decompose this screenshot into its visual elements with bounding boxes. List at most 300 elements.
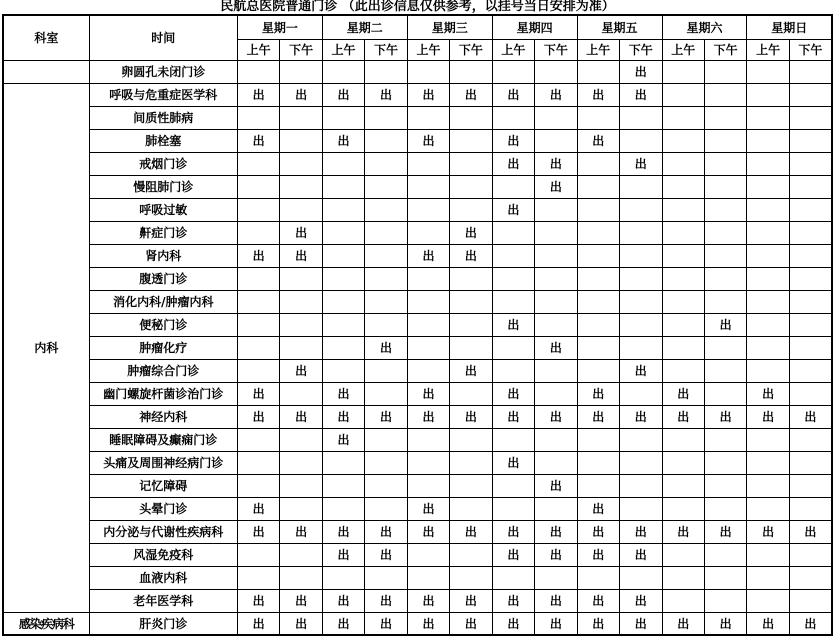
table-row <box>3 106 832 129</box>
header-am-3: 上午 <box>407 39 449 60</box>
slot-cell: 出 <box>407 382 449 405</box>
slot-cell <box>747 474 789 497</box>
slot-cell <box>280 497 322 520</box>
slot-cell <box>450 382 492 405</box>
slot-cell: 出 <box>450 520 492 543</box>
slot-cell: 出 <box>535 543 577 566</box>
slot-cell <box>322 267 364 290</box>
slot-cell <box>789 474 832 497</box>
slot-cell <box>322 566 364 589</box>
slot-cell <box>747 290 789 313</box>
slot-cell <box>492 290 534 313</box>
slot-cell <box>789 244 832 267</box>
slot-cell <box>662 497 704 520</box>
slot-cell <box>407 198 449 221</box>
slot-cell <box>365 359 407 382</box>
slot-cell: 出 <box>535 612 577 635</box>
table-row <box>3 428 832 451</box>
slot-cell <box>704 152 746 175</box>
clinic-cell: 睡眠障碍及癫痫门诊 <box>89 428 237 451</box>
slot-cell <box>450 290 492 313</box>
slot-cell <box>450 451 492 474</box>
slot-cell: 出 <box>365 83 407 106</box>
slot-cell: 出 <box>492 589 534 612</box>
slot-cell <box>450 474 492 497</box>
slot-cell: 出 <box>535 520 577 543</box>
clinic-cell: 神经内科 <box>89 405 237 428</box>
slot-cell <box>237 566 279 589</box>
slot-cell <box>662 566 704 589</box>
slot-cell: 出 <box>365 589 407 612</box>
slot-cell <box>365 428 407 451</box>
table-row <box>3 175 832 198</box>
slot-cell <box>535 497 577 520</box>
slot-cell: 出 <box>280 221 322 244</box>
slot-cell <box>450 336 492 359</box>
slot-cell <box>704 60 746 83</box>
clinic-cell: 幽门螺旋杆菌诊治门诊 <box>89 382 237 405</box>
table-row <box>3 520 832 543</box>
slot-cell: 出 <box>407 129 449 152</box>
slot-cell <box>280 267 322 290</box>
slot-cell <box>492 428 534 451</box>
slot-cell <box>237 60 279 83</box>
slot-cell <box>450 267 492 290</box>
slot-cell <box>237 336 279 359</box>
slot-cell <box>237 198 279 221</box>
clinic-cell: 消化内科/肿瘤内科 <box>89 290 237 313</box>
slot-cell <box>280 106 322 129</box>
slot-cell <box>620 566 662 589</box>
slot-cell <box>662 60 704 83</box>
slot-cell <box>492 336 534 359</box>
slot-cell: 出 <box>322 129 364 152</box>
slot-cell <box>280 474 322 497</box>
slot-cell <box>747 359 789 382</box>
slot-cell <box>535 451 577 474</box>
clinic-cell: 慢阻肺门诊 <box>89 175 237 198</box>
slot-cell <box>535 359 577 382</box>
slot-cell <box>365 497 407 520</box>
clinic-cell: 戒烟门诊 <box>89 152 237 175</box>
slot-cell: 出 <box>704 520 746 543</box>
slot-cell <box>407 474 449 497</box>
slot-cell: 出 <box>704 612 746 635</box>
table-row <box>3 83 832 106</box>
table-row <box>3 336 832 359</box>
slot-cell <box>620 198 662 221</box>
slot-cell: 出 <box>280 612 322 635</box>
slot-cell <box>450 152 492 175</box>
slot-cell <box>365 313 407 336</box>
slot-cell <box>704 543 746 566</box>
header-pm-3: 下午 <box>450 39 492 60</box>
clinic-cell: 血液内科 <box>89 566 237 589</box>
slot-cell: 出 <box>237 497 279 520</box>
header-day-6: 星期六 <box>662 15 747 39</box>
slot-cell <box>365 60 407 83</box>
slot-cell <box>237 543 279 566</box>
slot-cell: 出 <box>322 543 364 566</box>
header-day-4: 星期四 <box>492 15 577 39</box>
slot-cell: 出 <box>322 83 364 106</box>
slot-cell <box>492 244 534 267</box>
slot-cell <box>365 175 407 198</box>
slot-cell <box>450 175 492 198</box>
slot-cell <box>535 382 577 405</box>
slot-cell <box>535 106 577 129</box>
slot-cell: 出 <box>237 244 279 267</box>
slot-cell <box>620 497 662 520</box>
slot-cell <box>322 244 364 267</box>
slot-cell <box>662 267 704 290</box>
slot-cell <box>280 382 322 405</box>
slot-cell <box>747 221 789 244</box>
slot-cell <box>492 106 534 129</box>
slot-cell <box>492 175 534 198</box>
clinic-cell: 肿瘤化疗 <box>89 336 237 359</box>
slot-cell: 出 <box>492 612 534 635</box>
slot-cell <box>322 313 364 336</box>
slot-cell: 出 <box>577 83 619 106</box>
slot-cell <box>407 566 449 589</box>
header-pm-7: 下午 <box>789 39 832 60</box>
header-pm-6: 下午 <box>704 39 746 60</box>
slot-cell <box>704 175 746 198</box>
slot-cell <box>747 152 789 175</box>
header-day-3: 星期三 <box>407 15 492 39</box>
table-row <box>3 612 832 635</box>
slot-cell: 出 <box>365 612 407 635</box>
slot-cell <box>704 267 746 290</box>
header-pm-5: 下午 <box>620 39 662 60</box>
slot-cell <box>662 543 704 566</box>
slot-cell <box>535 198 577 221</box>
slot-cell: 出 <box>620 612 662 635</box>
header-am-6: 上午 <box>662 39 704 60</box>
slot-cell <box>620 313 662 336</box>
slot-cell <box>747 106 789 129</box>
slot-cell: 出 <box>280 359 322 382</box>
slot-cell <box>322 106 364 129</box>
slot-cell <box>620 382 662 405</box>
slot-cell: 出 <box>407 405 449 428</box>
table-row <box>3 589 832 612</box>
slot-cell: 出 <box>280 520 322 543</box>
slot-cell: 出 <box>280 405 322 428</box>
slot-cell <box>662 290 704 313</box>
header-am-7: 上午 <box>747 39 789 60</box>
header-pm-1: 下午 <box>280 39 322 60</box>
slot-cell: 出 <box>280 589 322 612</box>
slot-cell <box>535 313 577 336</box>
slot-cell <box>322 359 364 382</box>
slot-cell <box>407 106 449 129</box>
table-row <box>3 267 832 290</box>
table-row <box>3 405 832 428</box>
clinic-cell: 肺栓塞 <box>89 129 237 152</box>
slot-cell: 出 <box>620 405 662 428</box>
slot-cell <box>450 198 492 221</box>
slot-cell <box>450 106 492 129</box>
slot-cell <box>322 290 364 313</box>
slot-cell <box>280 60 322 83</box>
table-row <box>3 543 832 566</box>
slot-cell <box>450 313 492 336</box>
slot-cell <box>789 451 832 474</box>
slot-cell: 出 <box>407 589 449 612</box>
slot-cell: 出 <box>747 382 789 405</box>
slot-cell: 出 <box>662 405 704 428</box>
slot-cell: 出 <box>280 244 322 267</box>
slot-cell <box>237 359 279 382</box>
slot-cell: 出 <box>450 612 492 635</box>
header-am-4: 上午 <box>492 39 534 60</box>
slot-cell <box>237 451 279 474</box>
slot-cell <box>747 451 789 474</box>
slot-cell <box>620 175 662 198</box>
slot-cell <box>365 451 407 474</box>
slot-cell <box>704 382 746 405</box>
slot-cell <box>407 359 449 382</box>
slot-cell <box>747 60 789 83</box>
header-day-2: 星期二 <box>322 15 407 39</box>
slot-cell <box>620 336 662 359</box>
slot-cell <box>450 566 492 589</box>
slot-cell: 出 <box>492 198 534 221</box>
clinic-cell: 腹透门诊 <box>89 267 237 290</box>
table-row <box>3 497 832 520</box>
slot-cell <box>620 474 662 497</box>
slot-cell <box>577 175 619 198</box>
table-row <box>3 566 832 589</box>
slot-cell <box>789 497 832 520</box>
slot-cell: 出 <box>620 83 662 106</box>
slot-cell <box>789 60 832 83</box>
slot-cell <box>407 451 449 474</box>
slot-cell <box>280 451 322 474</box>
slot-cell <box>789 175 832 198</box>
slot-cell <box>492 221 534 244</box>
slot-cell <box>407 336 449 359</box>
slot-cell <box>492 474 534 497</box>
header-department: 科室 <box>3 15 89 60</box>
slot-cell <box>789 106 832 129</box>
slot-cell <box>492 60 534 83</box>
slot-cell <box>577 290 619 313</box>
slot-cell <box>407 543 449 566</box>
table-row <box>3 129 832 152</box>
slot-cell <box>747 543 789 566</box>
slot-cell <box>365 152 407 175</box>
slot-cell: 出 <box>620 152 662 175</box>
slot-cell <box>365 382 407 405</box>
slot-cell: 出 <box>407 612 449 635</box>
slot-cell <box>365 129 407 152</box>
slot-cell <box>365 566 407 589</box>
header-am-2: 上午 <box>322 39 364 60</box>
slot-cell <box>450 428 492 451</box>
slot-cell <box>789 221 832 244</box>
slot-cell: 出 <box>492 520 534 543</box>
table-row <box>3 198 832 221</box>
slot-cell <box>789 543 832 566</box>
clinic-cell: 间质性肺病 <box>89 106 237 129</box>
slot-cell: 出 <box>620 359 662 382</box>
slot-cell: 出 <box>237 129 279 152</box>
header-pm-2: 下午 <box>365 39 407 60</box>
slot-cell: 出 <box>662 520 704 543</box>
slot-cell: 出 <box>322 612 364 635</box>
slot-cell <box>407 175 449 198</box>
slot-cell: 出 <box>747 405 789 428</box>
slot-cell <box>322 60 364 83</box>
slot-cell: 出 <box>535 336 577 359</box>
slot-cell: 出 <box>322 520 364 543</box>
slot-cell <box>704 589 746 612</box>
slot-cell: 出 <box>407 520 449 543</box>
slot-cell <box>747 336 789 359</box>
slot-cell <box>620 221 662 244</box>
slot-cell: 出 <box>237 405 279 428</box>
table-row <box>3 382 832 405</box>
slot-cell <box>237 221 279 244</box>
slot-cell <box>620 106 662 129</box>
slot-cell <box>365 267 407 290</box>
slot-cell: 出 <box>535 152 577 175</box>
slot-cell <box>789 336 832 359</box>
slot-cell: 出 <box>322 382 364 405</box>
schedule-table <box>2 14 833 636</box>
slot-cell <box>322 198 364 221</box>
clinic-cell: 呼吸过敏 <box>89 198 237 221</box>
slot-cell <box>577 359 619 382</box>
slot-cell <box>577 474 619 497</box>
slot-cell <box>365 221 407 244</box>
header-pm-4: 下午 <box>535 39 577 60</box>
slot-cell <box>704 83 746 106</box>
slot-cell: 出 <box>365 520 407 543</box>
slot-cell: 出 <box>450 221 492 244</box>
slot-cell <box>407 221 449 244</box>
slot-cell: 出 <box>577 405 619 428</box>
slot-cell: 出 <box>789 520 832 543</box>
slot-cell <box>237 428 279 451</box>
header-row-days <box>3 15 832 39</box>
table-row <box>3 359 832 382</box>
slot-cell <box>492 267 534 290</box>
header-day-7: 星期日 <box>747 15 832 39</box>
slot-cell <box>620 267 662 290</box>
slot-cell <box>662 221 704 244</box>
slot-cell <box>620 451 662 474</box>
slot-cell <box>365 474 407 497</box>
slot-cell: 出 <box>322 589 364 612</box>
slot-cell: 出 <box>535 589 577 612</box>
slot-cell: 出 <box>577 382 619 405</box>
slot-cell: 出 <box>535 83 577 106</box>
slot-cell <box>662 152 704 175</box>
slot-cell <box>704 428 746 451</box>
slot-cell <box>620 244 662 267</box>
schedule-header <box>3 15 832 60</box>
clinic-cell: 记忆障碍 <box>89 474 237 497</box>
slot-cell <box>620 428 662 451</box>
table-row <box>3 221 832 244</box>
slot-cell <box>280 129 322 152</box>
slot-cell <box>407 267 449 290</box>
slot-cell <box>237 175 279 198</box>
slot-cell <box>662 474 704 497</box>
slot-cell <box>789 382 832 405</box>
slot-cell <box>280 566 322 589</box>
clinic-cell: 呼吸与危重症医学科 <box>89 83 237 106</box>
slot-cell <box>662 313 704 336</box>
slot-cell: 出 <box>450 405 492 428</box>
header-am-5: 上午 <box>577 39 619 60</box>
clinic-cell: 风湿免疫科 <box>89 543 237 566</box>
slot-cell: 出 <box>492 405 534 428</box>
slot-cell <box>492 359 534 382</box>
slot-cell: 出 <box>237 520 279 543</box>
department-cell: 感染疾病科 <box>3 612 89 635</box>
slot-cell: 出 <box>747 612 789 635</box>
header-day-5: 星期五 <box>577 15 662 39</box>
slot-cell: 出 <box>620 589 662 612</box>
slot-cell: 出 <box>577 520 619 543</box>
slot-cell <box>535 290 577 313</box>
slot-cell <box>280 313 322 336</box>
slot-cell <box>789 566 832 589</box>
slot-cell <box>577 221 619 244</box>
slot-cell <box>535 244 577 267</box>
slot-cell: 出 <box>662 382 704 405</box>
header-am-1: 上午 <box>237 39 279 60</box>
slot-cell <box>747 497 789 520</box>
slot-cell <box>237 313 279 336</box>
slot-cell: 出 <box>322 405 364 428</box>
slot-cell: 出 <box>237 589 279 612</box>
slot-cell <box>704 244 746 267</box>
slot-cell <box>704 566 746 589</box>
slot-cell: 出 <box>492 451 534 474</box>
slot-cell <box>747 589 789 612</box>
slot-cell: 出 <box>620 60 662 83</box>
slot-cell <box>704 198 746 221</box>
slot-cell: 出 <box>237 83 279 106</box>
department-cell <box>3 60 89 83</box>
slot-cell: 出 <box>492 382 534 405</box>
slot-cell <box>322 497 364 520</box>
slot-cell: 出 <box>577 543 619 566</box>
clinic-cell: 内分泌与代谢性疾病科 <box>89 520 237 543</box>
slot-cell <box>704 290 746 313</box>
header-time: 时间 <box>89 15 237 60</box>
slot-cell <box>662 428 704 451</box>
slot-cell <box>407 290 449 313</box>
clinic-cell: 老年医学科 <box>89 589 237 612</box>
slot-cell <box>747 566 789 589</box>
slot-cell: 出 <box>492 83 534 106</box>
clinic-cell: 卵圆孔未闭门诊 <box>89 60 237 83</box>
table-row <box>3 60 832 83</box>
slot-cell: 出 <box>620 543 662 566</box>
slot-cell: 出 <box>535 175 577 198</box>
slot-cell: 出 <box>322 428 364 451</box>
clinic-cell: 肿瘤综合门诊 <box>89 359 237 382</box>
slot-cell <box>620 129 662 152</box>
slot-cell <box>577 336 619 359</box>
